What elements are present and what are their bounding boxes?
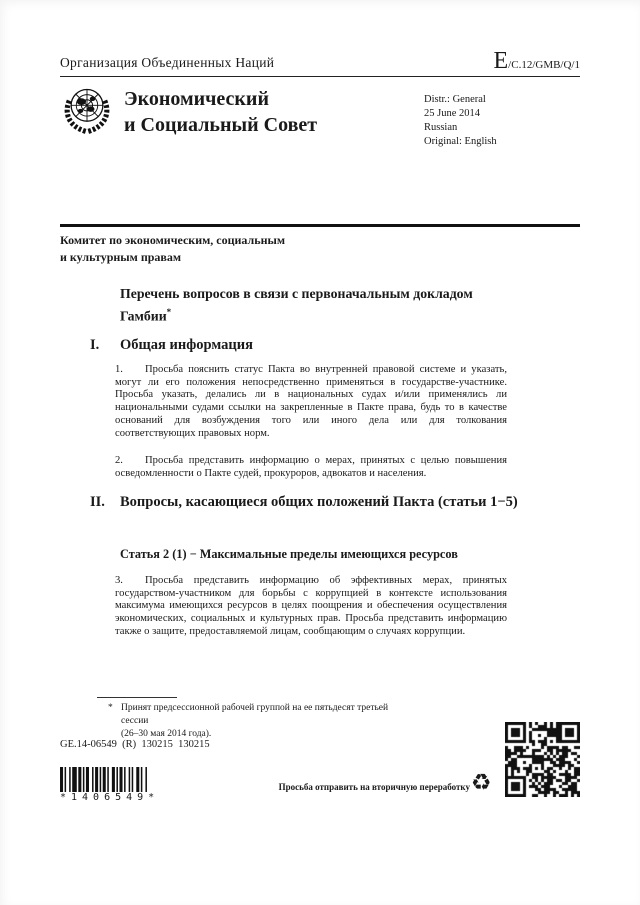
section-2-numeral: II. (90, 494, 105, 510)
paragraph-3-number: 3. (115, 575, 123, 586)
committee-name-line1: Комитет по экономическим, социальным (60, 233, 286, 247)
distr-date: 25 June 2014 (424, 108, 480, 119)
un-emblem-icon (59, 83, 115, 142)
distr-original: Original: English (424, 136, 497, 147)
distribution-block (424, 93, 497, 149)
section-1-heading (60, 336, 540, 356)
council-title-line1: Экономический (124, 88, 269, 110)
section-2-heading (60, 493, 540, 513)
paragraph-1 (115, 364, 507, 440)
paragraph-2 (115, 455, 507, 480)
recycle-notice: Просьба отправить на вторичную переработку (278, 782, 470, 792)
document-symbol-letter: E (493, 48, 509, 74)
footnote (108, 702, 408, 741)
document-title-text: Перечень вопросов в связи с первоначальным докладом Гамбии (120, 286, 473, 324)
footnote-marker: * (108, 703, 113, 713)
distr-language: Russian (424, 122, 458, 133)
ge-document-number: GE.14-06549 (R) 130215 130215 (60, 739, 210, 750)
section-1-numeral: I. (90, 337, 100, 353)
footnote-text-line2: (26–30 мая 2014 года). (121, 729, 212, 739)
paragraph-1-text: Просьба пояснить статус Пакта во внутренней правовой системе и указать, могут ли его положения непосредственно применяться в государстве-участнике. Просьба указать, делались ли в национальных судах и/или применялись ли национальными судами ссылки на закрепленные в Пакте права, будь то в качестве оснований для возбуждения того или иного дела или для толкования соответствующих правовых норм. (115, 364, 507, 439)
council-title (124, 86, 317, 138)
section-2-heading-text: Вопросы, касающиеся общих положений Пакта (статьи 1−5) (120, 494, 518, 510)
paragraph-1-number: 1. (115, 364, 123, 375)
document-symbol-rest: /C.12/GMB/Q/1 (508, 59, 580, 71)
section-divider-rule (60, 224, 580, 227)
recycle-icon: ♻ (471, 770, 492, 796)
qr-code (505, 722, 580, 797)
footnote-text-line1: Принят предсессионной рабочей группой на ее пятьдесят третьей сессии (121, 703, 389, 726)
un-org-name: Организация Объединенных Наций (60, 55, 275, 70)
section-1-heading-text: Общая информация (120, 337, 253, 353)
paragraph-2-number: 2. (115, 455, 123, 466)
footnote-rule (97, 697, 177, 698)
distr-line: Distr.: General (424, 94, 486, 105)
committee-name (60, 232, 285, 265)
title-footnote-marker: * (166, 307, 172, 317)
paragraph-3-text: Просьба представить информацию об эффективных мерах, принятых государством-участником для борьбы с коррупцией в контексте использования максимума имеющихся ресурсов в целях поощрения и обеспечения осуществления экономических, социальных и культурных прав. Просьба представить информацию также о защите, предоставляемой лицам, сообщающим о случаях коррупции. (115, 575, 507, 637)
article-subheading: Статья 2 (1) − Максимальные пределы имеющихся ресурсов (120, 547, 458, 561)
document-title (120, 284, 480, 326)
header-rule (60, 76, 580, 77)
document-symbol (494, 48, 581, 75)
council-title-line2: и Социальный Совет (124, 114, 318, 136)
committee-name-line2: и культурным правам (60, 249, 182, 264)
paragraph-3 (115, 575, 507, 639)
paragraph-2-text: Просьба представить информацию о мерах, принятых с целью повышения осведомленности о Пакте судей, прокуроров, адвокатов и населения. (115, 455, 507, 479)
barcode-digits: *1406549* (60, 792, 160, 803)
